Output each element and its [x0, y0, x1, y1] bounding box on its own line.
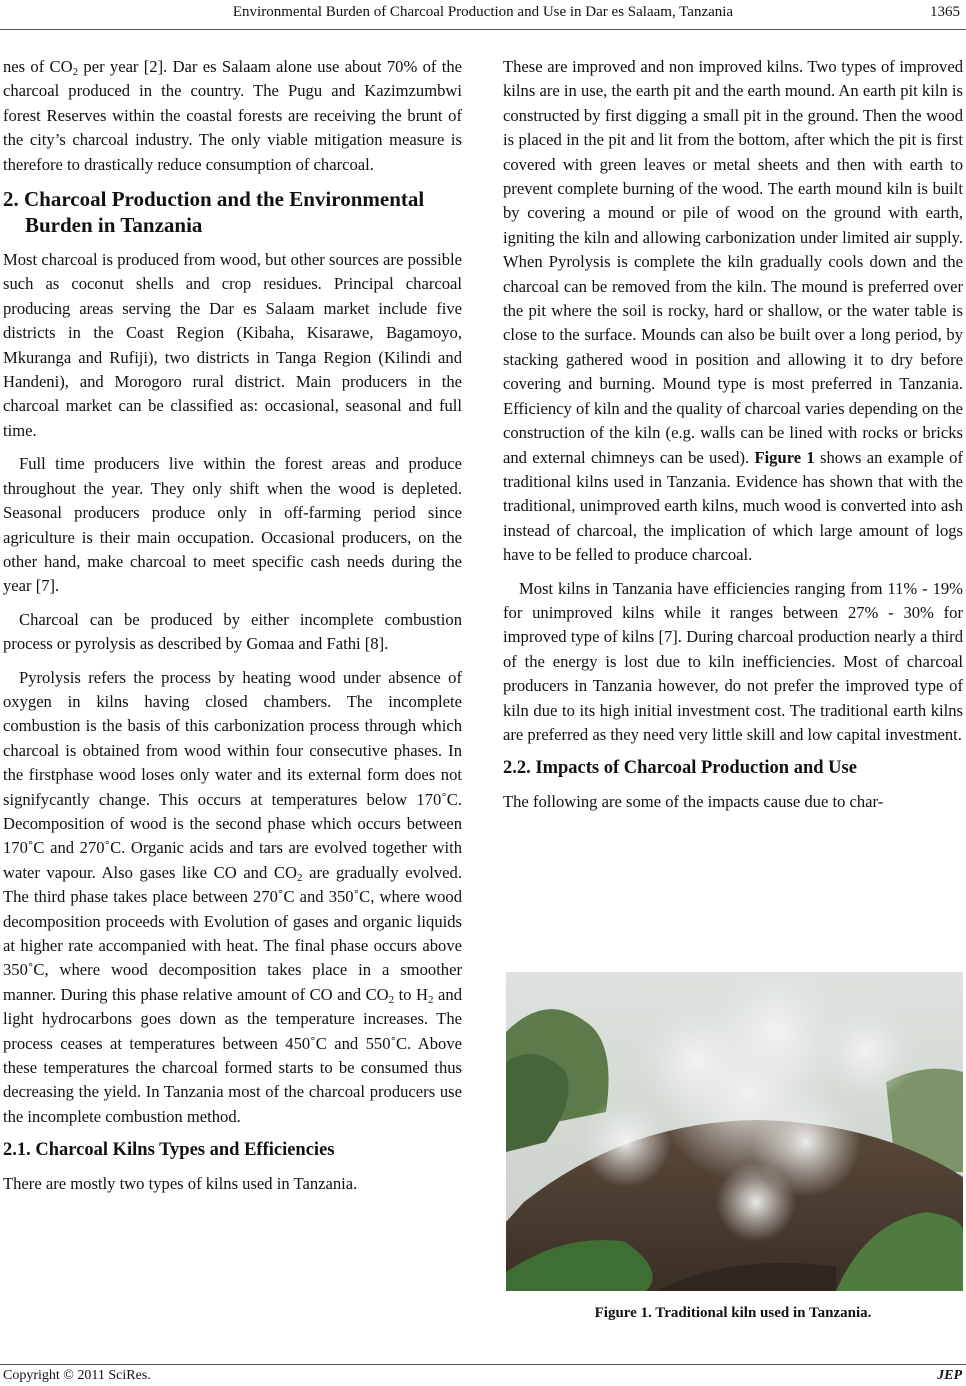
section-2-2-heading: 2.2. Impacts of Charcoal Production and Use: [503, 758, 857, 779]
figure-1-caption: Figure 1. Traditional kiln used in Tanzania.: [594, 1305, 872, 1321]
text-run: per year [2]. Dar es Salaam alone use about 70% of the charcoal produced in the country. The Pugu and Kazimzumbwi forest Reserves within the coastal forests are receiving the brunt of the city’s charcoal industry. The only viable mitigation measure is therefore to drastically reduce consumption of charcoal.: [3, 57, 462, 174]
subscript: 2: [428, 993, 434, 1006]
figure-reference: Figure 1: [754, 447, 815, 467]
text-run: nes of CO: [3, 57, 73, 76]
text-run: are gradually evolved. The third phase takes place between 270˚C and 350˚C, where wood decomposition proceeds with Evolution of gases and organic liquids at higher rate accompanied with heat. The final phase occurs above 350˚C, where wood decomposition takes place in a smoother manner. During this phase relative amount of CO and CO: [3, 862, 462, 1004]
left-column: [3, 55, 462, 1206]
subscript: 2: [388, 993, 395, 1006]
paragraph-kiln-types-start: There are mostly two types of kilns used in Tanzania.: [3, 1174, 358, 1194]
text-run: These are improved and non improved kilns. Two types of improved kilns are in use, the earth pit and the earth mound. An earth pit kiln is constructed by first digging a small pit in the ground. Then the wood is placed in the pit and lit from the bottom, after which the pit is first covered with green leaves or metal sheets and then with earth to prevent complete burning of the wood. The earth mound kiln is built by covering a mound or pile of wood on the ground with earth, igniting the kiln and allowing carbonization under limited air supply. When Pyrolysis is complete the kiln gradually cools down and the charcoal can be removed from the kiln. The mound is preferred over the pit where the soil is rocky, hard or shallow, or the water table is close to the surface. Mounds can also be built over a long period, by stacking gathered wood in position and allowing it to dry before covering and burning. Mound type is most preferred in Tanzania. Efficiency of kiln and the quality of charcoal varies depending on the construction of the kiln (e.g. walls can be lined with rocks or bricks and external chimneys can be used).: [503, 57, 964, 467]
running-title: Environmental Burden of Charcoal Production and Use in Dar es Salaam, Tanzania: [232, 4, 734, 20]
paragraph-producers: Full time producers live within the forest areas and produce throughout the year. They only shift when the wood is depleted. Seasonal producers produce only in off-farming period since agriculture is their main occupation. Occasional producers, on the other hand, make charcoal to meet specific cash needs during the year [7].: [3, 454, 462, 596]
kiln-photo-illustration: [506, 972, 963, 1291]
text-run: to H: [394, 984, 429, 1004]
subscript: 2: [72, 66, 79, 78]
text-run: shows an example of traditional kilns used in Tanzania. Evidence has shown that with the traditional, unimproved earth kilns, much wood is converted into ash instead of charcoal, the implication of which large amount of logs have to be felled to produce charcoal.: [503, 447, 964, 565]
text-run: and light hydrocarbons goes down as the temperature increases. The process ceases at temperatures between 450˚C and 550˚C. Above these temperatures the charcoal formed starts to be consumed thus decreasing the yield. In Tanzania most of the charcoal producers use the incomplete combustion method.: [3, 984, 463, 1126]
right-column: [503, 55, 963, 824]
page-footer: [0, 1368, 966, 1386]
figure-1-kiln-photo: [506, 972, 963, 1291]
footer-divider: [0, 1364, 966, 1365]
text-run: Pyrolysis refers the process by heating wood under absence of oxygen in kilns having closed chambers. The incomplete combustion is the basis of this carbonization process through which charcoal is obtained from wood within four consecutive phases. In the firstphase wood loses only water and its external form does not signifycantly change. This occurs at temperatures below 170˚C. Decomposition of wood is the second phase which occurs between 170˚C and 270˚C. Organic acids and tars are evolved together with water vapour. Also gases like CO and CO: [3, 667, 462, 882]
paragraph-kiln-types: [503, 55, 963, 568]
subscript: 2: [296, 871, 303, 884]
paragraph-charcoal-sources: Most charcoal is produced from wood, but other sources are possible such as coconut shells and crop residues. Principal charcoal producing areas serving the Dar es Salaam market include five districts in the Coast Region (Kibaha, Kisarawe, Bagamoyo, Mkuranga and Rufiji), two districts in Tanga Region (Kilindi and Handeni), and Morogoro rural district. Main producers in the charcoal market can be classified as: occasional, seasonal and full time.: [3, 250, 462, 440]
paragraph-kiln-efficiency: Most kilns in Tanzania have efficiencies ranging from 11% - 19% for unimproved kilns while it ranges between 27% - 30% for improved type of kilns [7]. During charcoal production nearly a third of the energy is lost due to kiln inefficiencies. Most of charcoal producers in Tanzania however, do not prefer the improved type of kiln due to its high initial investment cost. The traditional earth kilns are preferred as they need very little skill and low capital investment.: [503, 578, 963, 744]
paragraph-pyrolysis: [3, 666, 462, 1130]
section-2-1-heading: 2.1. Charcoal Kilns Types and Efficiencies: [3, 1140, 335, 1161]
paragraph-impacts-start: The following are some of the impacts cause due to char-: [503, 792, 884, 812]
copyright-notice: Copyright © 2011 SciRes.: [3, 1368, 151, 1383]
section-2-heading: 2. Charcoal Production and the Environmental Burden in Tanzania: [3, 187, 425, 238]
header-divider: [0, 29, 966, 30]
running-header: [0, 4, 966, 24]
paragraph-production-methods: Charcoal can be produced by either incomplete combustion process or pyrolysis as described by Gomaa and Fathi [8].: [3, 609, 462, 654]
page-number: 1365: [930, 4, 960, 20]
journal-abbreviation: JEP: [937, 1368, 962, 1383]
paragraph-intro-continued: [3, 55, 462, 177]
